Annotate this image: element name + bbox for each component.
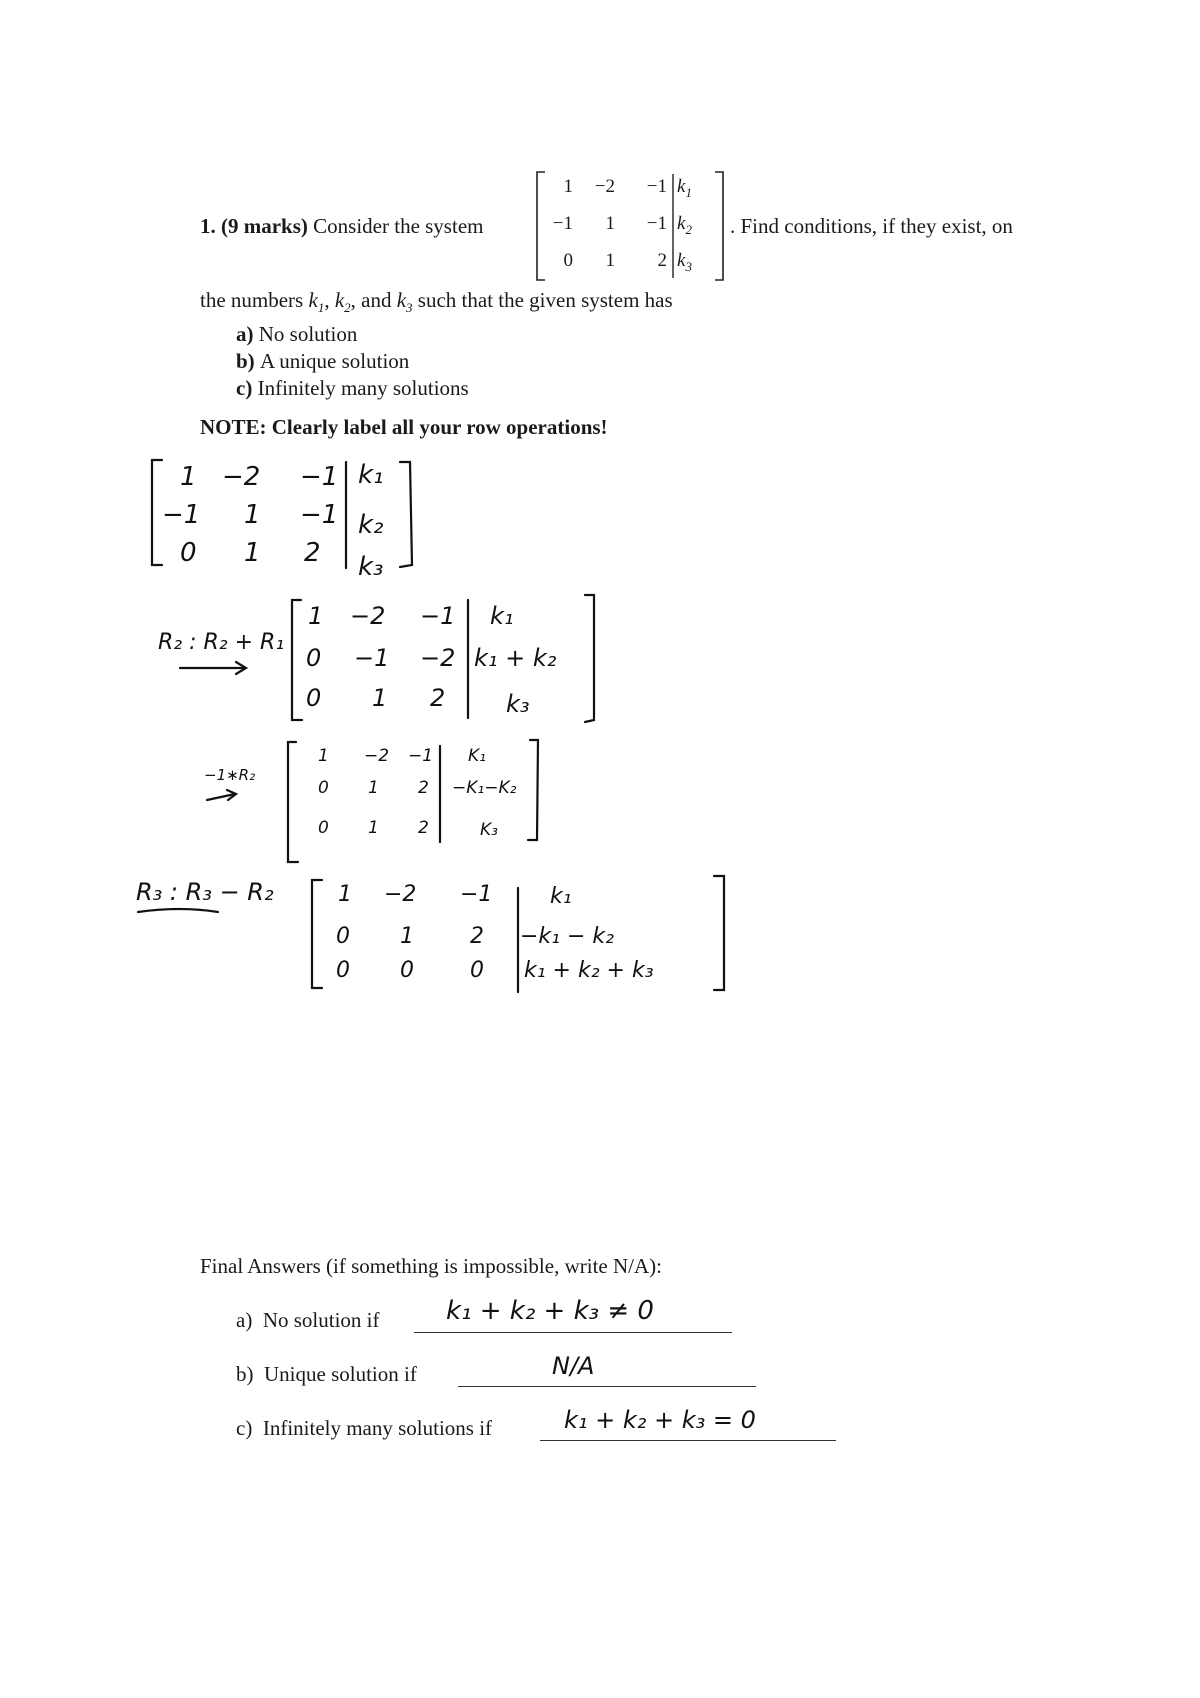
question-intro-text: Consider the system <box>313 214 484 238</box>
cell: −2 <box>222 462 261 492</box>
cell: −K₁−K₂ <box>452 778 517 798</box>
cell: 0 <box>400 958 414 983</box>
answer-c-line <box>540 1440 836 1441</box>
cell: −1 <box>460 882 493 907</box>
cell: 1 <box>308 602 324 630</box>
cell: 1 <box>372 684 388 712</box>
cell: −1 <box>408 746 434 766</box>
cell: K₃ <box>480 820 498 840</box>
cell: 0 <box>318 818 329 838</box>
question-line-2: the numbers $k_1$, $k_2$, and $k_3$ such that the given system has <box>200 288 673 316</box>
row-operation: −1∗R₂ <box>204 766 256 784</box>
cell: 0 <box>318 778 329 798</box>
cell: k₁ <box>490 602 514 630</box>
option-a: a) No solution <box>236 322 358 346</box>
cell: −1 <box>420 602 456 630</box>
cell: −2 <box>350 602 386 630</box>
cell: 1 <box>368 778 379 798</box>
final-answer-a: a) No solution if <box>236 1308 380 1332</box>
cell: k₁ + k₂ + k₃ <box>524 958 654 983</box>
final-answers-heading: Final Answers (if something is impossible, write N/A): <box>200 1254 662 1278</box>
cell: −1 <box>300 500 339 530</box>
matrix-rhs: $k_1$ <box>677 176 692 200</box>
matrix-rhs: $k_3$ <box>677 250 692 274</box>
answer-a-value: k₁ + k₂ + k₃ ≠ 0 <box>446 1296 654 1326</box>
cell: 2 <box>304 538 321 568</box>
cell: 2 <box>430 684 446 712</box>
cell: −2 <box>420 644 456 672</box>
cell: 2 <box>418 778 429 798</box>
matrix-cell: −1 <box>646 176 667 197</box>
cell: −2 <box>384 882 417 907</box>
cell: −k₁ − k₂ <box>520 924 614 949</box>
answer-a-line <box>414 1332 732 1333</box>
note: NOTE: Clearly label all your row operations! <box>200 415 608 439</box>
cell: 0 <box>306 684 322 712</box>
cell: 1 <box>400 924 414 949</box>
cell: k₁ + k₂ <box>474 644 557 672</box>
cell: −1 <box>162 500 201 530</box>
matrix-cell: 1 <box>605 250 615 271</box>
row-operation: R₂ : R₂ + R₁ <box>158 630 285 655</box>
row-operation: R₃ : R₃ − R₂ <box>136 878 274 906</box>
cell: −2 <box>364 746 390 766</box>
cell: k₂ <box>358 510 384 540</box>
cell: k₃ <box>506 690 530 718</box>
question-number: 1. <box>200 214 216 238</box>
cell: 0 <box>336 924 350 949</box>
cell: 0 <box>306 644 322 672</box>
answer-b-value: N/A <box>552 1352 595 1380</box>
cell: 1 <box>368 818 379 838</box>
cell: −1 <box>300 462 339 492</box>
matrix-cell: −2 <box>594 176 615 197</box>
cell: k₃ <box>358 552 384 582</box>
answer-c-value: k₁ + k₂ + k₃ = 0 <box>564 1406 756 1434</box>
cell: K₁ <box>468 746 486 766</box>
cell: 1 <box>244 538 261 568</box>
cell: 1 <box>180 462 197 492</box>
cell: 1 <box>244 500 261 530</box>
cell: k₁ <box>358 460 384 490</box>
matrix-cell: −1 <box>552 213 573 234</box>
question-marks: (9 marks) <box>221 214 308 238</box>
cell: k₁ <box>550 884 572 909</box>
cell: −1 <box>354 644 390 672</box>
cell: 0 <box>470 958 484 983</box>
cell: 2 <box>418 818 429 838</box>
matrix-cell: 1 <box>563 176 573 197</box>
cell: 2 <box>470 924 484 949</box>
matrix-cell: 0 <box>563 250 573 271</box>
matrix-cell: 1 <box>605 213 615 234</box>
cell: 0 <box>336 958 350 983</box>
answer-b-line <box>458 1386 756 1387</box>
cell: 1 <box>338 882 352 907</box>
cell: 0 <box>180 538 197 568</box>
cell: 1 <box>318 746 329 766</box>
matrix-cell: −1 <box>646 213 667 234</box>
question-continuation: . Find conditions, if they exist, on <box>730 214 1013 238</box>
final-answer-c: c) Infinitely many solutions if <box>236 1416 493 1440</box>
final-answer-b: b) Unique solution if <box>236 1362 417 1386</box>
matrix-rhs: $k_2$ <box>677 213 692 237</box>
matrix-cell: 2 <box>657 250 667 271</box>
option-c: c) Infinitely many solutions <box>236 376 469 400</box>
option-b: b) A unique solution <box>236 349 410 373</box>
